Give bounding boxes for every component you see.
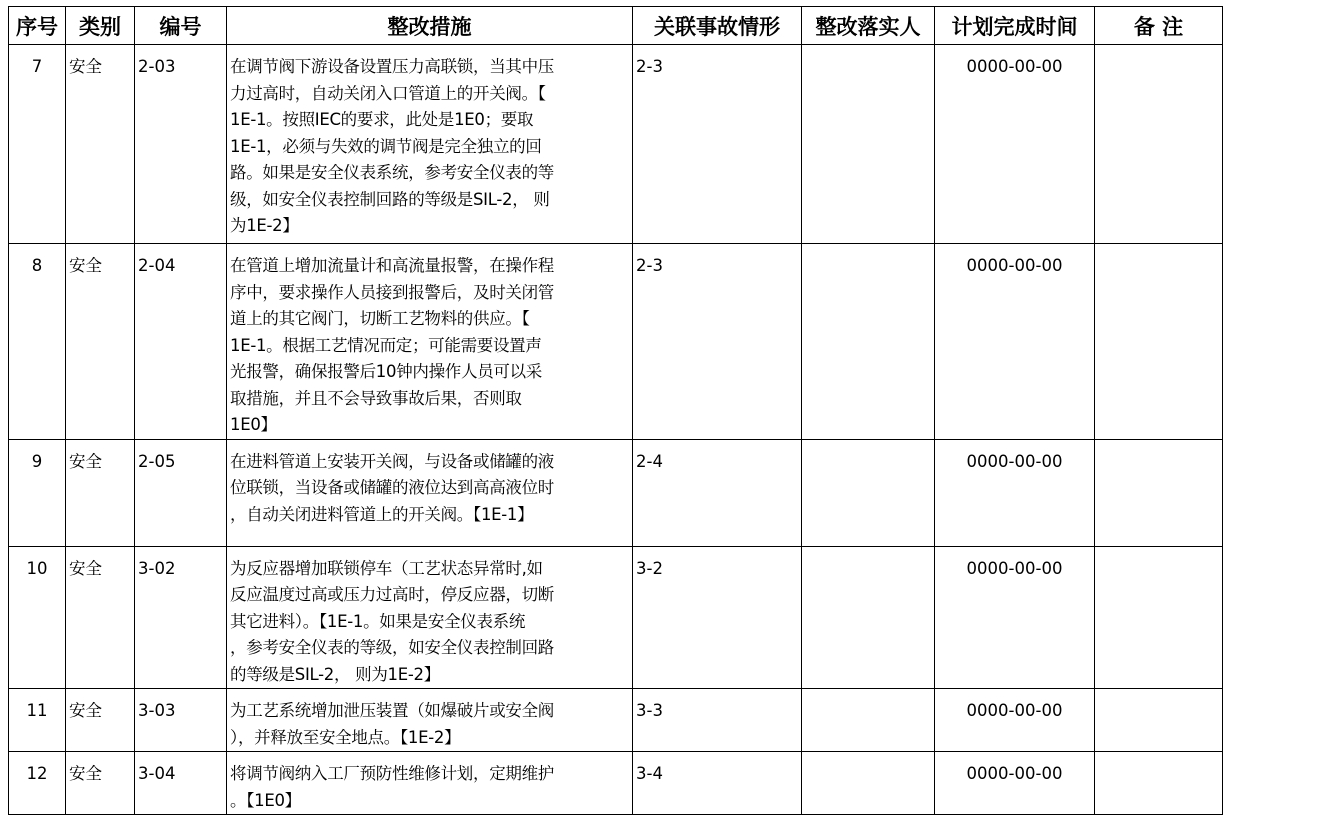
cell-owner [802,689,935,752]
cell-measure: 在管道上增加流量计和高流量报警，在操作程 序中，要求操作人员接到报警后，及时关闭管 道上的其它阀门，切断工艺物料的供应。【 1E-1。根据工艺情况而定；可能需要设置声 光报警，确保报警后10钟内操作人员可以采 取措施，并且不会导致事故后果，否则取 1E0】 [227,244,633,440]
cell-scenario: 2-3 [633,45,802,244]
cell-remark [1095,439,1223,546]
cell-remark [1095,752,1223,815]
cell-seq: 11 [9,689,66,752]
header-scenario: 关联事故情形 [633,7,802,45]
header-owner: 整改落实人 [802,7,935,45]
table-row [9,752,1223,815]
cell-remark [1095,546,1223,689]
cell-code: 3-02 [135,546,227,689]
cell-seq: 8 [9,244,66,440]
cell-measure: 为反应器增加联锁停车（工艺状态异常时,如 反应温度过高或压力过高时，停反应器，切断 其它进料）。【1E-1。如果是安全仪表系统 ，参考安全仪表的等级，如安全仪表控制回路 的等级是SIL-2， 则为1E-2】 [227,546,633,689]
cell-measure: 将调节阀纳入工厂预防性维修计划，定期维护 。【1E0】 [227,752,633,815]
cell-seq: 9 [9,439,66,546]
cell-scenario: 3-4 [633,752,802,815]
header-row [9,7,1223,45]
cell-date: 0000-00-00 [935,45,1095,244]
cell-measure: 在进料管道上安装开关阀，与设备或储罐的液 位联锁，当设备或储罐的液位达到高高液位时 ，自动关闭进料管道上的开关阀。【1E-1】 [227,439,633,546]
cell-category: 安全 [66,752,135,815]
cell-remark [1095,689,1223,752]
rectification-table [8,6,1223,815]
cell-owner [802,752,935,815]
cell-scenario: 2-4 [633,439,802,546]
header-measure: 整改措施 [227,7,633,45]
cell-date: 0000-00-00 [935,439,1095,546]
cell-remark [1095,45,1223,244]
cell-remark [1095,244,1223,440]
cell-category: 安全 [66,45,135,244]
header-category: 类别 [66,7,135,45]
table-row [9,45,1223,244]
cell-date: 0000-00-00 [935,689,1095,752]
table-row [9,439,1223,546]
table-row [9,244,1223,440]
cell-date: 0000-00-00 [935,752,1095,815]
cell-code: 2-04 [135,244,227,440]
header-code: 编号 [135,7,227,45]
cell-measure: 在调节阀下游设备设置压力高联锁，当其中压 力过高时，自动关闭入口管道上的开关阀。【 1E-1。按照IEC的要求，此处是1E0；要取 1E-1，必须与失效的调节阀是完全独立的回 路。如果是安全仪表系统，参考安全仪表的等 级，如安全仪表控制回路的等级是SIL-2， 则 为1E-2】 [227,45,633,244]
cell-seq: 7 [9,45,66,244]
cell-category: 安全 [66,244,135,440]
header-date: 计划完成时间 [935,7,1095,45]
table-row [9,689,1223,752]
table-row [9,546,1223,689]
cell-owner [802,546,935,689]
cell-owner [802,439,935,546]
cell-date: 0000-00-00 [935,244,1095,440]
cell-code: 2-03 [135,45,227,244]
cell-code: 3-04 [135,752,227,815]
cell-owner [802,45,935,244]
cell-seq: 10 [9,546,66,689]
cell-code: 3-03 [135,689,227,752]
cell-code: 2-05 [135,439,227,546]
cell-owner [802,244,935,440]
cell-scenario: 3-2 [633,546,802,689]
cell-category: 安全 [66,439,135,546]
cell-measure: 为工艺系统增加泄压装置（如爆破片或安全阀 ），并释放至安全地点。【1E-2】 [227,689,633,752]
cell-category: 安全 [66,546,135,689]
cell-seq: 12 [9,752,66,815]
header-seq: 序号 [9,7,66,45]
cell-category: 安全 [66,689,135,752]
header-remark: 备 注 [1095,7,1223,45]
cell-scenario: 3-3 [633,689,802,752]
cell-scenario: 2-3 [633,244,802,440]
cell-date: 0000-00-00 [935,546,1095,689]
